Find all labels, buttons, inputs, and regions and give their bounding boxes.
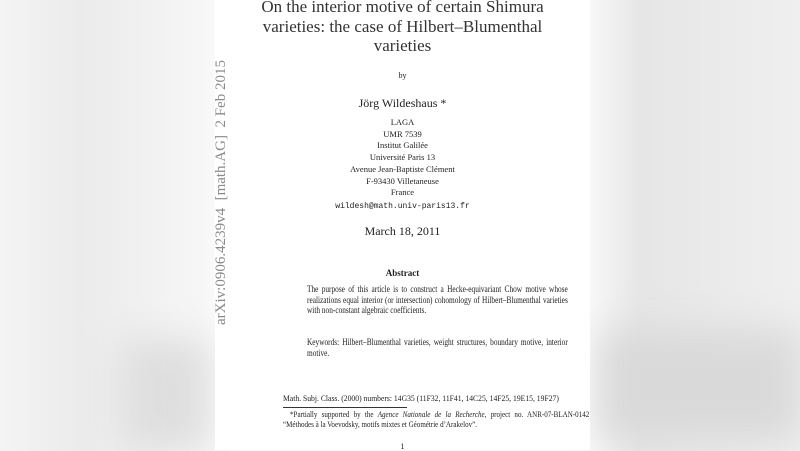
affiliation-line: LAGA xyxy=(390,117,415,127)
title-line: varieties: the case of Hilbert–Blumenthal xyxy=(262,16,543,36)
footnote-agency: Agence Nationale de la Recherche xyxy=(377,410,485,419)
page-number: 1 xyxy=(400,442,405,451)
affiliation-line: France xyxy=(390,187,415,198)
title-line: On the interior motive of certain Shimura xyxy=(261,0,544,16)
paper-title xyxy=(215,0,590,56)
affiliation-line: Université Paris 13 xyxy=(369,152,436,163)
msc-classification: Math. Subj. Class. (2000) numbers: 14G35 (11F32, 11F41, 14C25, 14F25, 19E15, 19F27) xyxy=(283,393,559,403)
footnote-pre: *Partially supported by the xyxy=(290,410,378,419)
author-email: wildesh@math.univ-paris13.fr xyxy=(335,202,470,211)
paper-date: March 18, 2011 xyxy=(364,224,441,238)
affiliation-line: F-93430 Villetaneuse xyxy=(366,175,439,186)
affiliation-line: Institut Galilée xyxy=(377,140,428,151)
author: Jörg Wildeshaus * xyxy=(358,96,447,110)
background-blur xyxy=(600,330,800,440)
abstract-heading: Abstract xyxy=(385,268,420,278)
footnote-post: , project no. ANR-07-BLAN-0142 “Méthodes à la Voevodsky, motifs mixtes et Géométrie d’Arakelov”. xyxy=(283,410,590,429)
by-label: by xyxy=(398,71,407,80)
background-blur xyxy=(120,340,210,450)
affiliation xyxy=(215,117,590,199)
abstract-text: The purpose of this article is to construct a Hecke-equivariant Chow motive whose realizations equal interior (or intersection) cohomology of Hilbert–Blumenthal varieties with non-constant algebraic coefficients. xyxy=(307,284,568,316)
arxiv-stamp: arXiv:0906.4239v4 [math.AG] 2 Feb 2015 xyxy=(213,60,229,325)
affiliation-line: Avenue Jean-Baptiste Clément xyxy=(350,163,455,174)
paper-page xyxy=(215,0,590,450)
footnote xyxy=(283,410,589,429)
footnote-rule xyxy=(283,407,407,408)
title-line: varieties xyxy=(373,36,432,55)
affiliation-line: UMR 7539 xyxy=(383,128,422,139)
keywords: Keywords: Hilbert–Blumenthal varieties, weight structures, boundary motive, interior motive. xyxy=(307,337,568,358)
